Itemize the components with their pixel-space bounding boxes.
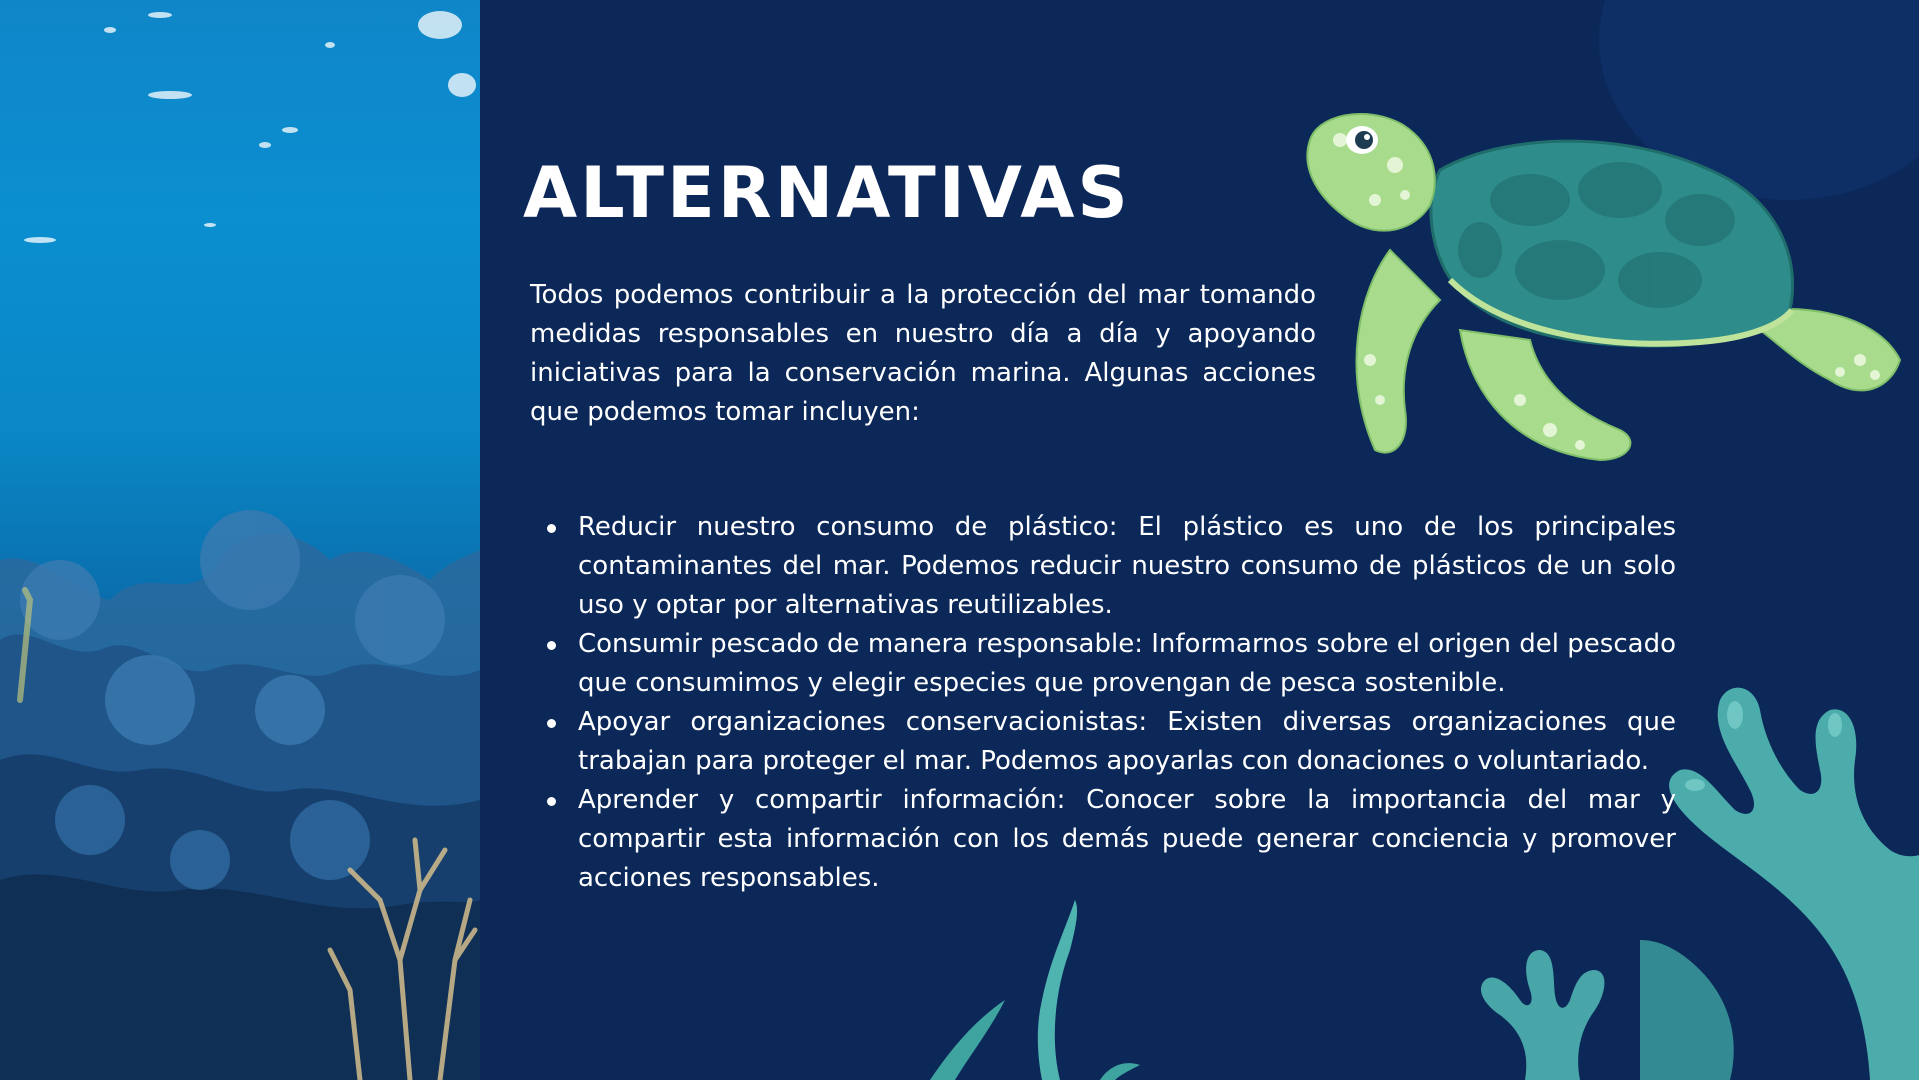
sea-turtle-illustration xyxy=(1300,110,1910,470)
slide-title: ALTERNATIVAS xyxy=(523,152,1131,234)
list-item: Apoyar organizaciones conservacionistas: Existen diversas organizaciones que trabajan para proteger el mar. Podemos apoyarlas con donaciones o voluntariado. xyxy=(578,703,1676,781)
actions-list xyxy=(530,508,1676,898)
list-item: Consumir pescado de manera responsable: Informarnos sobre el origen del pescado que consumimos y elegir especies que provengan de pesca sostenible. xyxy=(578,625,1676,703)
underwater-coral-reef-photo xyxy=(0,0,480,1080)
list-item: Reducir nuestro consumo de plástico: El plástico es uno de los principales contaminantes del mar. Podemos reducir nuestro consumo de plásticos de un solo uso y optar por alternativas reutilizables. xyxy=(578,508,1676,625)
intro-paragraph: Todos podemos contribuir a la protección del mar tomando medidas responsables en nuestro día a día y apoyando iniciativas para la conservación marina. Algunas acciones que podemos tomar incluyen: xyxy=(530,280,1316,427)
seaweed-illustration xyxy=(930,900,1190,1080)
coral-illustration xyxy=(1640,670,1919,1080)
small-coral-illustration xyxy=(1465,940,1645,1080)
list-item: Aprender y compartir información: Conocer sobre la importancia del mar y compartir esta información con los demás puede generar conciencia y promover acciones responsables. xyxy=(578,781,1676,898)
